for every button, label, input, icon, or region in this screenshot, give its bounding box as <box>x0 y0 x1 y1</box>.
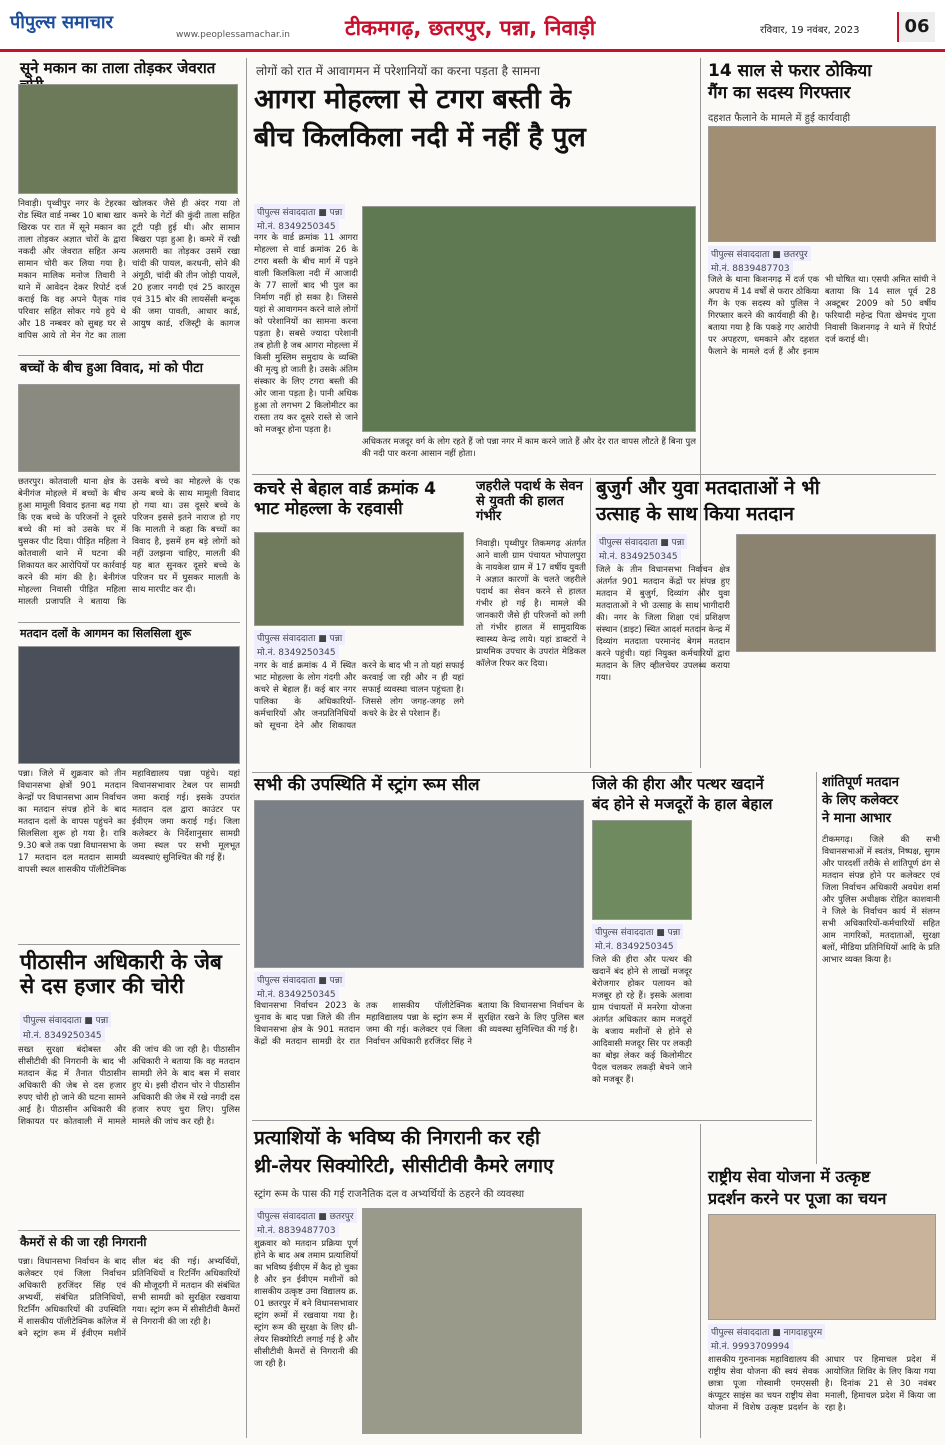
photo-polling-party <box>18 646 240 764</box>
headline-thanks-line3: ने माना आभार <box>822 811 892 826</box>
photo-nss <box>708 1214 936 1320</box>
mobile-mines: मो.नं. 8349250345 <box>592 938 677 953</box>
body-voters: जिले के तीन विधानसभा निर्वाचन क्षेत्र अंतर्गत 901 मतदान केंद्रों पर संपन्न हुए मतदान में बुजुर्ग, दिव्यांग और युवा मतदाताओं ने भी उत्साह के साथ भागीदारी की। नगर के जिला शिक्षा एवं प्रशिक्षण संस्थान (डाइट) स्थित आदर्श मतदान केन्द्र में दिव्यांग मतदाता परमानंद बेगम मतदान करने पहुंची। यहां नियुक्त कर्मचारियों द्वारा मतदान के लिए व्हीलचेयर उपलब्ध कराया गया। <box>596 565 730 683</box>
body-thanks: टीकमगढ़। जिले की सभी विधानसभाओं में स्वतंत्र, निष्पक्ष, सुगम और पारदर्शी तरीके से शांतिपूर्ण ढंग से मतदान संपन्न होने पर कलेक्टर एवं जिला निर्वाचन अधिकारी अवधेश शर्मा और पुलिस अधीक्षक रोहित काशवानी ने जिले के निर्वाचन कार्य में संलग्न सभी अधिकारियों-कर्मचारियों सहित आम नागरिकों, मतदाताओं, सुरक्षा बलों, मीडिया प्रतिनिधियों आदि के प्रति आभार व्यक्त किया है। <box>822 835 940 965</box>
headline-strongroom: सभी की उपस्थिति में स्ट्रांग रूम सील <box>254 775 480 795</box>
mobile-gang: मो.नं. 8839487703 <box>708 260 793 275</box>
column-rule <box>700 1124 701 1438</box>
subtitle-security: स्ट्रांग रूम के पास की गई राजनैतिक दल व अभ्यर्थियों के ठहरने की व्यवस्था <box>254 1189 525 1200</box>
divider <box>252 1120 812 1121</box>
body-bridge: नगर के वार्ड क्रमांक 11 आगरा मोहल्ला से वार्ड क्रमांक 26 के टगरा बस्ती के बीच मार्ग में पड़ने वाली किलकिला नदी में आजादी के 77 सालों बाद भी पुल का निर्माण नहीं हो सका है। जिससे यहां से आवागमन करने वाले लोगों को परेशानियों का सामना करना पड़ता है। सबसे ज्यादा परेशानी तब होती है जब आगरा मोहल्ला में किसी मुस्लिम समुदाय के व्यक्ति की मृत्यु हो जाती है। उसके अंतिम संस्कार के लिए टगरा बस्ती की ओर जाना पड़ता है। पानी अधिक हुआ तो लगभग 2 किलोमीटर का रास्ता तय कर दूसरे रास्ते से जाने को मजबूर होना पड़ता है। <box>254 233 358 435</box>
headline-polling-party: मतदान दलों के आगमन का सिलसिला शुरू <box>20 627 191 640</box>
body-strongroom: विधानसभा निर्वाचन 2023 के चुनाव के बाद पन्ना जिले की तीन विधानसभा क्षेत्र के 901 मतदान केंद्रों की मतदान सामग्री देर रात तक शासकीय पॉलीटेक्निक महाविद्यालय पन्ना के स्ट्रांग रूम में जमा की गई। कलेक्टर एवं जिला निर्वाचन अधिकारी हरजिंदर सिंह ने बताया कि विधानसभा निर्वाचन के सुरक्षित रखने के लिए पुलिस बल की व्यवस्था सुनिश्चित की गई है। <box>254 1001 584 1047</box>
body-polling-party: पन्ना। जिले में शुक्रवार को तीन विधानसभा क्षेत्रों 901 मतदान केन्द्रों पर विधानसभा आम निर्वाचन का मतदान संपन्न होने के बाद मतदान दलों के वापस पहुंचने का सिलसिला शुरू हो गया है। रात्रि 9.30 बजे तक पन्ना विधानसभा के 17 मतदान दल मतदान सामग्री वापसी स्थल शासकीय पॉलीटेक्निक महाविद्यालय पन्ना पहुंचे। यहां विधानसभावार टेबल पर सामग्री जमा कराई गई। इसके उपरांत मतदान दल द्वारा काउंटर पर ईवीएम जमा कराई गई। जिला कलेक्टर के निर्देशानुसार सामग्री जमा स्थल पर सभी मूलभूत व्यवस्थाएं सुनिश्चित की गई हैं। <box>18 769 240 875</box>
photo-burglary <box>18 84 238 194</box>
headline-mines-line2: बंद होने से मजदूरों के हाल बेहाल <box>592 795 773 813</box>
divider <box>18 622 240 623</box>
photo-voters <box>736 534 936 652</box>
column-rule <box>816 772 817 1164</box>
body-garbage: नगर के वार्ड क्रमांक 4 में स्थित भाट मोहल्ला के लोग गंदगी और कचरे से बेहाल हैं। कई बार नगर पालिका के अधिकारियों-कर्मचारियों और जनप्रतिनिधियों को सूचना देने और शिकायत करने के बाद भी न तो यहां सफाई करवाई जा रही और न ही यहां सफाई व्यवस्था चालन पहुंचता है। जिससे लोग जगह-जगह लगे कचरे के ढेर से परेशान हैं। <box>254 661 464 731</box>
headline-thanks-line2: के लिए कलेक्टर <box>822 793 899 808</box>
headline-security-line1: प्रत्याशियों के भविष्य की निगरानी कर रही <box>254 1127 540 1149</box>
body-nss: शासकीय गुरुनानक महाविद्यालय की राष्ट्रीय सेवा योजना की स्वयं सेवक छात्रा पूजा गोस्वामी एमएससी कंप्यूटर साइंस का चयन राष्ट्रीय सेवा योजना में विशेष उत्कृष्ट प्रदर्शन के आधार पर हिमाचल प्रदेश में आयोजित शिविर के लिए किया गया है। दिनांक 21 से 30 नवंबर मनाली, हिमाचल प्रदेश में किया जा रहा है। <box>708 1355 936 1413</box>
column-rule <box>246 58 247 1438</box>
byline-voters: पीपुल्स संवाददाता ■ पन्ना <box>596 534 687 549</box>
headline-camera: कैमरों से की जा रही निगरानी <box>20 1235 147 1249</box>
byline-theft: पीपुल्स संवाददाता ■ पन्ना <box>20 1012 111 1027</box>
headline-voters-line2: उत्साह के साथ किया मतदान <box>596 503 794 525</box>
body-gang: जिले के थाना किशनगढ़ में दर्ज एक अपराध में 14 वर्षों से फरार ठोकिया गैंग के एक सदस्य को पुलिस ने गिरफ्तार करने की कार्यवाही की है। बताया गया है कि पकड़े गए आरोपी पर अपहरण, धमकाने और दहशत फैलाने के मामले दर्ज हैं और इनाम भी घोषित था। एसपी अमित सांघी ने बताया कि 14 साल पूर्व 28 अक्टूबर 2009 को 50 वर्षीय फरियादी महेन्द्र पिता खेमचंद गुप्ता निवासी किशनगढ़ ने थाने में रिपोर्ट दर्ज कराई थी। <box>708 275 936 357</box>
mobile-garbage: मो.नं. 8349250345 <box>254 644 339 659</box>
page-number: 06 <box>897 12 935 42</box>
headline-voters-line1: बुजुर्ग और युवा मतदाताओं ने भी <box>596 477 820 499</box>
mobile-theft: मो.नं. 8349250345 <box>20 1027 105 1042</box>
body-camera: पन्ना। विधानसभा निर्वाचन के बाद कलेक्टर एवं जिला निर्वाचन अधिकारी हरजिंदर सिंह एवं अभ्यर्थी, संबंधित प्रतिनिधियों, रिटर्निंग अधिकारियों की उपस्थिति में शासकीय पॉलीटेक्निक कॉलेज में बने स्ट्रांग रूम में ईवीएम मशीनें सील बंद की गई। अभ्यर्थियों, प्रतिनिधियों व रिटर्निंग अधिकारियों की मौजूदगी में मतदान की संबंधित सभी सामग्री को सुरक्षित रखवाया गया। स्ट्रांग रूम में सीसीटीवी कैमरों से निगरानी की जा रही है। <box>18 1257 240 1339</box>
body-poison: निवाड़ी। पृथ्वीपुर तिकमगढ़ अंतर्गत आने वाली ग्राम पंचायत भोपालपुरा के नायकेश ग्राम में 17 वर्षीय युवती ने अज्ञात कारणों के चलते जहरीले पदार्थ का सेवन करने से हालत गंभीर हो गई है। मामले की जानकारी जैसे ही परिजनों को लगी तो गंभीर हालत में सामुदायिक स्वास्थ्य केन्द्र लाये। यहां डाक्टरों ने प्राथमिक उपचार के उपरांत मेडिकल कॉलेज रिफर कर दिया। <box>476 539 586 669</box>
body-security: शुक्रवार को मतदान प्रक्रिया पूर्ण होने के बाद अब तमाम प्रत्याशियों का भविष्य ईवीएम में कैद हो चुका है और इन ईवीएम मशीनों को शासकीय उत्कृष्ट उमा विद्यालय क्र. 01 छतरपुर में बने विधानसभावार स्ट्रांग रूमों में रखवाया गया है। स्ट्रांग रूम की सुरक्षा के लिए थ्री-लेयर सिक्योरिटी लगाई गई है और सीसीटीवी कैमरों से निगरानी की जा रही है। <box>254 1239 358 1369</box>
headline-burglary: सूने मकान का ताला तोड़कर जेवरात <box>20 59 216 77</box>
region-title: टीकमगढ़, छतरपुर, पन्ना, निवाड़ी <box>345 16 596 40</box>
byline-bridge: पीपुल्स संवाददाता ■ पन्ना <box>254 204 345 219</box>
subtitle-gang: दहशत फैलाने के मामले में हुई कार्यवाही <box>708 113 851 124</box>
issue-date: रविवार, 19 नवंबर, 2023 <box>760 25 860 36</box>
photo-security <box>362 1208 582 1434</box>
mobile-bridge: मो.नं. 8349250345 <box>254 218 339 233</box>
brand-logo: पीपुल्स समाचार <box>10 12 113 33</box>
headline-poison: जहरीले पदार्थ के सेवन से युवती की हालत गंभीर <box>476 479 583 524</box>
headline-nss-line1: राष्ट्रीय सेवा योजना में उत्कृष्ट <box>708 1167 871 1186</box>
headline-thanks-line1: शांतिपूर्ण मतदान <box>822 775 899 790</box>
divider <box>252 772 692 773</box>
byline-gang: पीपुल्स संवाददाता ■ छतरपुर <box>708 246 811 261</box>
photo-strongroom <box>254 800 584 968</box>
mobile-voters: मो.नं. 8349250345 <box>596 548 681 563</box>
headline-gang-line1: 14 साल से फरार ठोकिया <box>708 61 872 81</box>
photo-mines <box>592 820 692 920</box>
headline-theft: पीठासीन अधिकारी के जेब से दस हजार की चोरी <box>20 950 222 999</box>
divider <box>592 474 936 475</box>
photo-kids <box>18 384 240 472</box>
column-rule <box>590 478 591 768</box>
mobile-nss: मो.नं. 9993709994 <box>708 1338 793 1353</box>
headline-gang-line2: गैंग का सदस्य गिरफ्तार <box>708 83 851 103</box>
mobile-strongroom: मो.नं. 8349250345 <box>254 986 339 1001</box>
body-mines: जिले की हीरा और पत्थर की खदानें बंद होने से लाखों मजदूर बेरोजगार होकर पलायन को मजबूर हो रहे हैं। इसके अलावा ग्राम पंचायतों में मनरेगा योजना अंतर्गत अधिकतर काम मजदूरों के बजाय मशीनों से होने से आदिवासी मजदूर सिर पर लकड़ी का बोझ लेकर कई किलोमीटर पैदल चलकर लकड़ी बेचने जाने को मजबूर हैं। <box>592 955 692 1085</box>
divider <box>18 944 240 945</box>
divider <box>18 355 240 356</box>
headline-nss-line2: प्रदर्शन करने पर पूजा का चयन <box>708 1189 887 1208</box>
body-kids: छतरपुर। कोतवाली थाना क्षेत्र के बेनीगंज मोहल्ले में बच्चों के बीच हुआ मामूली विवाद इतना बढ़ गया कि एक बच्चे के परिजनों ने दूसरे बच्चे की मां को उसके घर में घुसकर पीट दिया। पीड़ित महिला ने कोतवाली थाने में घटना की शिकायत कर आरोपियों पर कार्रवाई करने की मांग की है। बेनीगंज मोहल्ला निवासी पीड़ित महिला मालती प्रजापति ने बताया कि उसके बच्चे का मोहल्ले के एक अन्य बच्चे के साथ मामूली विवाद हो गया था। उस दूसरे बच्चे के परिजन इससे इतने नाराज हो गए कि मालती ने कहा कि बच्चों का विवाद है, इसमें हम बड़े लोगों को नहीं उलझना चाहिए, मालती की यह बात सुनकर दूसरे बच्चे के परिजन घर में घुसकर मालती के साथ मारपीट कर दी। <box>18 477 240 607</box>
headline-kids: बच्चों के बीच हुआ विवाद, मां को पीटा <box>20 361 204 376</box>
website: www.peoplessamachar.in <box>176 30 290 40</box>
divider <box>18 1230 240 1231</box>
byline-mines: पीपुल्स संवाददाता ■ पन्ना <box>592 924 683 939</box>
mobile-security: मो.नं. 8839487703 <box>254 1222 339 1237</box>
headline-mines-line1: जिले की हीरा और पत्थर खदानें <box>592 775 764 793</box>
masthead <box>0 0 945 52</box>
photo-gang <box>708 126 936 242</box>
byline-strongroom: पीपुल्स संवाददाता ■ पन्ना <box>254 972 345 987</box>
headline-bridge-line1: आगरा मोहल्ला से टगरा बस्ती के <box>254 84 571 115</box>
headline-bridge-line2: बीच किलकिला नदी में नहीं है पुल <box>254 122 586 153</box>
byline-garbage: पीपुल्स संवाददाता ■ पन्ना <box>254 630 345 645</box>
headline-security-line2: थ्री-लेयर सिक्योरिटी, सीसीटीवी कैमरे लगाए <box>254 1155 554 1177</box>
headline-garbage: कचरे से बेहाल वार्ड क्रमांक 4 भाट मोहल्ला के रहवासी <box>254 479 437 519</box>
byline-security: पीपुल्स संवाददाता ■ छतरपुर <box>254 1208 357 1223</box>
kicker-bridge: लोगों को रात में आवागमन में परेशानियों का करना पड़ता है सामना <box>256 64 541 78</box>
photo-bridge-river <box>362 206 696 432</box>
body-burglary: निवाड़ी। पृथ्वीपुर नगर के टेहरका रोड स्थित वार्ड नम्बर 10 बाबा खार खिरक पर रात में सूने मकान का ताला तोड़कर अज्ञात चोरों के द्वारा नकदी और जेवरात सहित अन्य सामान चोरी कर लिया गया है। मकान मालिक मनोज तिवारी ने थाने में आवेदन देकर रिपोर्ट दर्ज कराई कि वह अपने पैतृक गांव परिवार सहित सोकर गये हुये थे और 18 नम्बवर को सुबह घर से वापिस आये तो मेन गेट का ताला खोलकर जैसे ही अंदर गया तो कमरे के गेटों की कुंदी ताला सहित टूटी पड़ी हुई थी। और सामान बिखरा पड़ा हुआ है। कमरे में रखी अलमारी का तोड़कर उसमें रखा चांदी की पायल, करधनी, सोने की अंगूठी, चांदी की तीन जोड़ी पायलें, 20 हजार नगदी एवं 25 कारतूस एवं 315 बोर की लायसेंसी बन्दूक की जमा पावती, आधार कार्ड, आयुष कार्ड, रजिस्ट्री के कागज <box>18 199 240 341</box>
byline-nss: पीपुल्स संवाददाता ■ नागदाहपुरम <box>708 1324 825 1339</box>
photo-garbage <box>254 532 464 626</box>
body-theft: सख्त सुरक्षा बंदोबस्त और सीसीटीवी की निगरानी के बाद भी मतदान केंद्र में तैनात पीठासीन अधिकारी की जेब से दस हजार रुपए चोरी हो जाने की घटना सामने आई है। पीठासीन अधिकारी की शिकायत पर कोतवाली में मामले की जांच की जा रही है। पीठासीन अधिकारी ने बताया कि वह मतदान सामग्री लेने के बाद बस में सवार हुए थे। इसी दौरान चोर ने पीठासीन अधिकारी की जेब में रखे नगदी दस हजार रुपए चुरा लिए। पुलिस मामले की जांच कर रही है। <box>18 1045 240 1127</box>
caption-bridge: अधिकतर मजदूर वर्ग के लोग रहते हैं जो पन्ना नगर में काम करने जाते हैं और देर रात वापस लौटते हैं बिना पुल की नदी पार करना आसान नहीं होता। <box>362 437 696 459</box>
